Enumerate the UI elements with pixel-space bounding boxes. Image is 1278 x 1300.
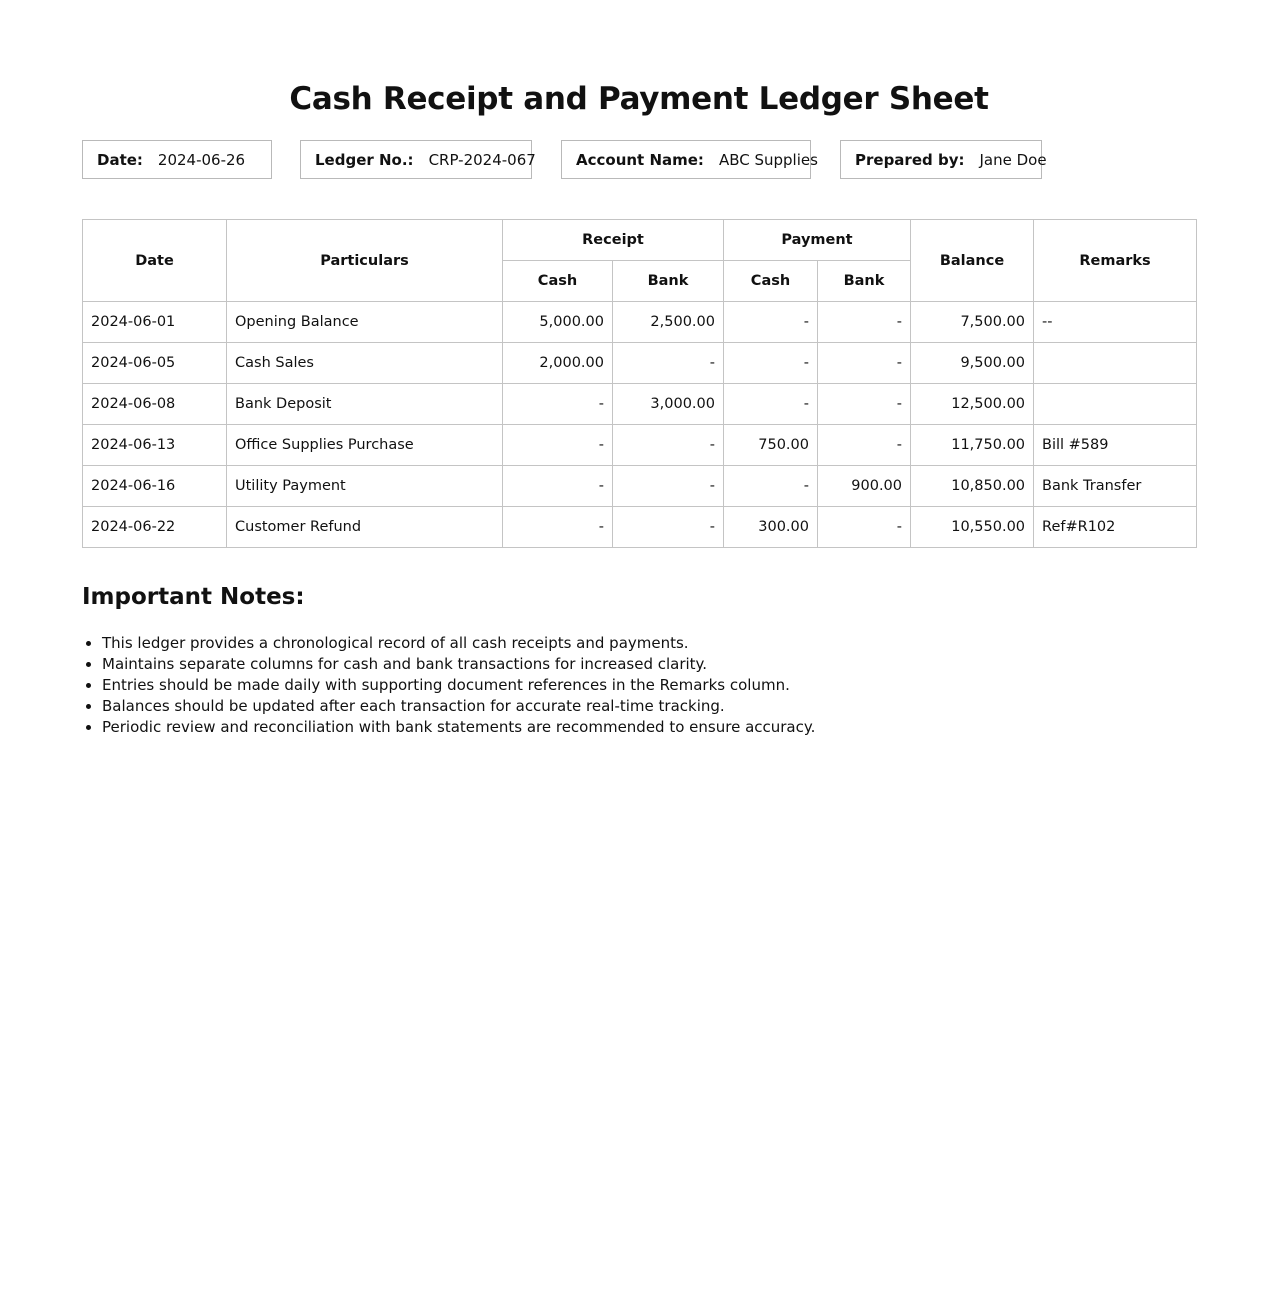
table-row (83, 302, 1197, 343)
cell-particulars: Customer Refund (227, 507, 503, 548)
note-item: • Balances should be updated after each transaction for accurate real-time tracking. (102, 696, 815, 717)
cell-receipt-cash: - (503, 507, 613, 548)
account-name-field (561, 140, 818, 179)
cell-balance: 12,500.00 (911, 384, 1034, 425)
table-header (83, 220, 1197, 302)
table-row (83, 425, 1197, 466)
cell-payment-cash: 750.00 (724, 425, 818, 466)
header-payment: Payment (724, 220, 911, 261)
cell-particulars: Bank Deposit (227, 384, 503, 425)
cell-payment-bank: - (818, 425, 911, 466)
table-row (83, 507, 1197, 548)
page-title: Cash Receipt and Payment Ledger Sheet (289, 81, 989, 117)
cell-receipt-bank: - (613, 425, 724, 466)
prepared-by-label: Prepared by: (855, 150, 965, 169)
account-name-label: Account Name: (576, 150, 704, 169)
table-row (83, 466, 1197, 507)
header-date: Date (83, 220, 227, 302)
header-balance: Balance (911, 220, 1034, 302)
cell-receipt-cash: - (503, 384, 613, 425)
cell-payment-cash: - (724, 384, 818, 425)
cell-payment-cash: 300.00 (724, 507, 818, 548)
note-item: • Entries should be made daily with supporting document references in the Remarks column. (102, 675, 815, 696)
cell-payment-cash: - (724, 302, 818, 343)
cell-date: 2024-06-22 (83, 507, 227, 548)
cell-date: 2024-06-05 (83, 343, 227, 384)
prepared-by-field (840, 140, 1047, 179)
cell-particulars: Opening Balance (227, 302, 503, 343)
cell-date: 2024-06-13 (83, 425, 227, 466)
cell-remarks (1034, 343, 1197, 384)
ledger-number-value: CRP-2024-067 (428, 150, 536, 169)
cell-date: 2024-06-01 (83, 302, 227, 343)
cell-balance: 10,850.00 (911, 466, 1034, 507)
note-item: • Maintains separate columns for cash and bank transactions for increased clarity. (102, 654, 815, 675)
notes-list (82, 633, 815, 738)
date-field (82, 140, 272, 179)
cell-date: 2024-06-16 (83, 466, 227, 507)
ledger-number-label: Ledger No.: (315, 150, 414, 169)
cell-remarks: Bank Transfer (1034, 466, 1197, 507)
cell-receipt-bank: - (613, 507, 724, 548)
ledger-table (82, 219, 1197, 548)
account-name-value: ABC Supplies (718, 150, 818, 169)
cell-payment-cash: - (724, 343, 818, 384)
cell-payment-cash: - (724, 466, 818, 507)
cell-receipt-bank: - (613, 466, 724, 507)
table-row (83, 384, 1197, 425)
cell-remarks (1034, 384, 1197, 425)
cell-payment-bank: - (818, 384, 911, 425)
header-particulars: Particulars (227, 220, 503, 302)
date-label: Date: (97, 150, 143, 169)
cell-particulars: Cash Sales (227, 343, 503, 384)
cell-receipt-cash: - (503, 425, 613, 466)
table-body (83, 302, 1197, 548)
cell-particulars: Utility Payment (227, 466, 503, 507)
cell-payment-bank: - (818, 507, 911, 548)
cell-date: 2024-06-08 (83, 384, 227, 425)
cell-payment-bank: - (818, 302, 911, 343)
header-remarks: Remarks (1034, 220, 1197, 302)
cell-receipt-bank: - (613, 343, 724, 384)
cell-payment-bank: - (818, 343, 911, 384)
cell-balance: 11,750.00 (911, 425, 1034, 466)
prepared-by-value: Jane Doe (979, 150, 1047, 169)
note-item: • This ledger provides a chronological record of all cash receipts and payments. (102, 633, 815, 654)
cell-balance: 7,500.00 (911, 302, 1034, 343)
note-item: • Periodic review and reconciliation with bank statements are recommended to ensure accuracy. (102, 717, 815, 738)
cell-receipt-cash: - (503, 466, 613, 507)
header-payment-bank: Bank (818, 261, 911, 302)
cell-remarks: -- (1034, 302, 1197, 343)
cell-receipt-cash: 5,000.00 (503, 302, 613, 343)
cell-receipt-bank: 2,500.00 (613, 302, 724, 343)
ledger-number-field (300, 140, 536, 179)
date-value: 2024-06-26 (157, 150, 246, 169)
cell-particulars: Office Supplies Purchase (227, 425, 503, 466)
header-payment-cash: Cash (724, 261, 818, 302)
cell-remarks: Ref#R102 (1034, 507, 1197, 548)
header-receipt-bank: Bank (613, 261, 724, 302)
header-receipt: Receipt (503, 220, 724, 261)
cell-payment-bank: 900.00 (818, 466, 911, 507)
notes-heading: Important Notes: (82, 584, 305, 610)
header-receipt-cash: Cash (503, 261, 613, 302)
cell-receipt-cash: 2,000.00 (503, 343, 613, 384)
cell-remarks: Bill #589 (1034, 425, 1197, 466)
cell-balance: 10,550.00 (911, 507, 1034, 548)
cell-balance: 9,500.00 (911, 343, 1034, 384)
cell-receipt-bank: 3,000.00 (613, 384, 724, 425)
table-row (83, 343, 1197, 384)
